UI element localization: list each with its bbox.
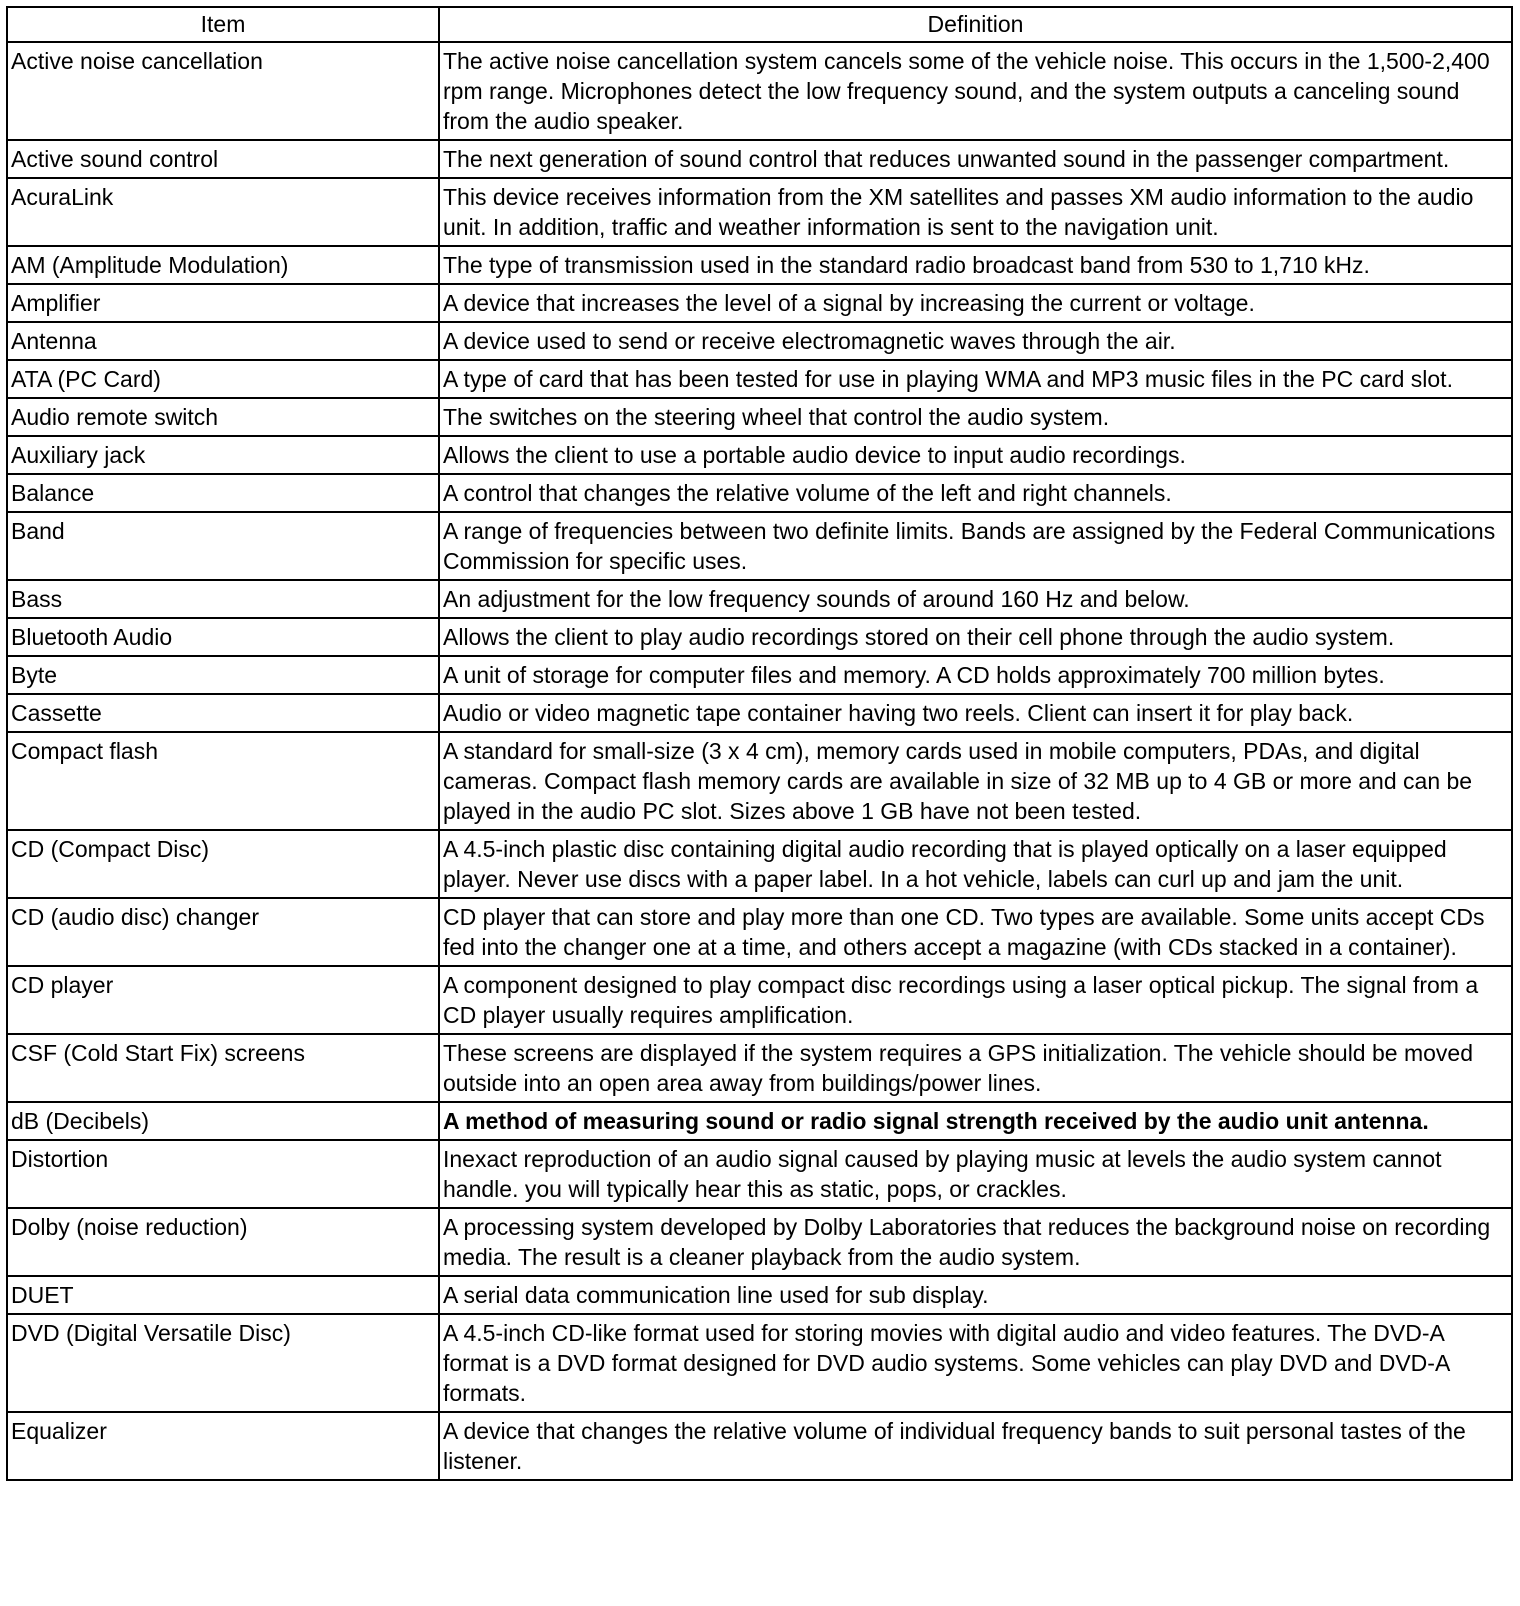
definition-cell: A unit of storage for computer files and memory. A CD holds approximately 700 million bytes. [439,656,1512,694]
term-cell: Audio remote switch [7,398,439,436]
table-row [7,140,1512,178]
definition-cell: An adjustment for the low frequency sounds of around 160 Hz and below. [439,580,1512,618]
table-row [7,732,1512,830]
definition-cell: A control that changes the relative volume of the left and right channels. [439,474,1512,512]
definition-cell: Audio or video magnetic tape container having two reels. Client can insert it for play back. [439,694,1512,732]
table-row [7,1208,1512,1276]
definition-cell: A component designed to play compact disc recordings using a laser optical pickup. The signal from a CD player usually requires amplification. [439,966,1512,1034]
table-row [7,436,1512,474]
term-cell: Active noise cancellation [7,42,439,140]
table-row [7,178,1512,246]
definition-column-header: Definition [439,7,1512,42]
definition-cell: CD player that can store and play more than one CD. Two types are available. Some units accept CDs fed into the changer one at a time, and others accept a magazine (with CDs stacked in a container). [439,898,1512,966]
table-row [7,694,1512,732]
table-row [7,1102,1512,1140]
term-cell: Dolby (noise reduction) [7,1208,439,1276]
term-cell: AcuraLink [7,178,439,246]
definition-cell: This device receives information from the XM satellites and passes XM audio information to the audio unit. In addition, traffic and weather information is sent to the navigation unit. [439,178,1512,246]
table-row [7,284,1512,322]
table-row [7,474,1512,512]
item-column-header: Item [7,7,439,42]
table-row [7,512,1512,580]
definition-cell: The type of transmission used in the standard radio broadcast band from 530 to 1,710 kHz. [439,246,1512,284]
term-cell: Compact flash [7,732,439,830]
definition-cell: The switches on the steering wheel that control the audio system. [439,398,1512,436]
definition-cell: A processing system developed by Dolby Laboratories that reduces the background noise on recording media. The result is a cleaner playback from the audio system. [439,1208,1512,1276]
term-cell: CD (Compact Disc) [7,830,439,898]
definition-cell: A 4.5-inch plastic disc containing digital audio recording that is played optically on a laser equipped player. Never use discs with a paper label. In a hot vehicle, labels can curl up and jam the unit. [439,830,1512,898]
table-row [7,42,1512,140]
term-cell: Cassette [7,694,439,732]
term-cell: DUET [7,1276,439,1314]
table-row [7,322,1512,360]
term-cell: dB (Decibels) [7,1102,439,1140]
term-cell: DVD (Digital Versatile Disc) [7,1314,439,1412]
table-row [7,1276,1512,1314]
table-row [7,966,1512,1034]
table-row [7,1314,1512,1412]
header-row [7,7,1512,42]
term-cell: Byte [7,656,439,694]
glossary-body [7,42,1512,1480]
definition-cell: Allows the client to use a portable audio device to input audio recordings. [439,436,1512,474]
term-cell: Bass [7,580,439,618]
term-cell: Band [7,512,439,580]
definition-cell: These screens are displayed if the system requires a GPS initialization. The vehicle should be moved outside into an open area away from buildings/power lines. [439,1034,1512,1102]
definition-cell: The active noise cancellation system cancels some of the vehicle noise. This occurs in the 1,500-2,400 rpm range. Microphones detect the low frequency sound, and the system outputs a canceling sound from the audio speaker. [439,42,1512,140]
term-cell: Active sound control [7,140,439,178]
definition-cell: A device used to send or receive electromagnetic waves through the air. [439,322,1512,360]
table-row [7,580,1512,618]
table-row [7,360,1512,398]
definition-cell: Inexact reproduction of an audio signal caused by playing music at levels the audio system cannot handle. you will typically hear this as static, pops, or crackles. [439,1140,1512,1208]
table-row [7,898,1512,966]
term-cell: Equalizer [7,1412,439,1480]
term-cell: CD player [7,966,439,1034]
definition-cell: A device that increases the level of a signal by increasing the current or voltage. [439,284,1512,322]
term-cell: AM (Amplitude Modulation) [7,246,439,284]
term-cell: Distortion [7,1140,439,1208]
definition-cell: A serial data communication line used for sub display. [439,1276,1512,1314]
term-cell: Bluetooth Audio [7,618,439,656]
term-cell: Amplifier [7,284,439,322]
definition-cell: A 4.5-inch CD-like format used for storing movies with digital audio and video features. The DVD-A format is a DVD format designed for DVD audio systems. Some vehicles can play DVD and DVD-A formats. [439,1314,1512,1412]
definition-cell: A method of measuring sound or radio signal strength received by the audio unit antenna. [439,1102,1512,1140]
term-cell: Antenna [7,322,439,360]
definition-cell: The next generation of sound control that reduces unwanted sound in the passenger compartment. [439,140,1512,178]
definition-cell: A range of frequencies between two definite limits. Bands are assigned by the Federal Communications Commission for specific uses. [439,512,1512,580]
table-row [7,1034,1512,1102]
term-cell: CD (audio disc) changer [7,898,439,966]
table-row [7,1412,1512,1480]
table-row [7,398,1512,436]
table-row [7,656,1512,694]
term-cell: ATA (PC Card) [7,360,439,398]
term-cell: Auxiliary jack [7,436,439,474]
table-row [7,830,1512,898]
definition-cell: A type of card that has been tested for use in playing WMA and MP3 music files in the PC card slot. [439,360,1512,398]
definition-cell: A standard for small-size (3 x 4 cm), memory cards used in mobile computers, PDAs, and digital cameras. Compact flash memory cards are available in size of 32 MB up to 4 GB or more and can be played in the audio PC slot. Sizes above 1 GB have not been tested. [439,732,1512,830]
table-row [7,246,1512,284]
definition-cell: A device that changes the relative volume of individual frequency bands to suit personal tastes of the listener. [439,1412,1512,1480]
table-row [7,618,1512,656]
table-row [7,1140,1512,1208]
glossary-table [6,6,1513,1481]
term-cell: CSF (Cold Start Fix) screens [7,1034,439,1102]
term-cell: Balance [7,474,439,512]
definition-cell: Allows the client to play audio recordings stored on their cell phone through the audio system. [439,618,1512,656]
